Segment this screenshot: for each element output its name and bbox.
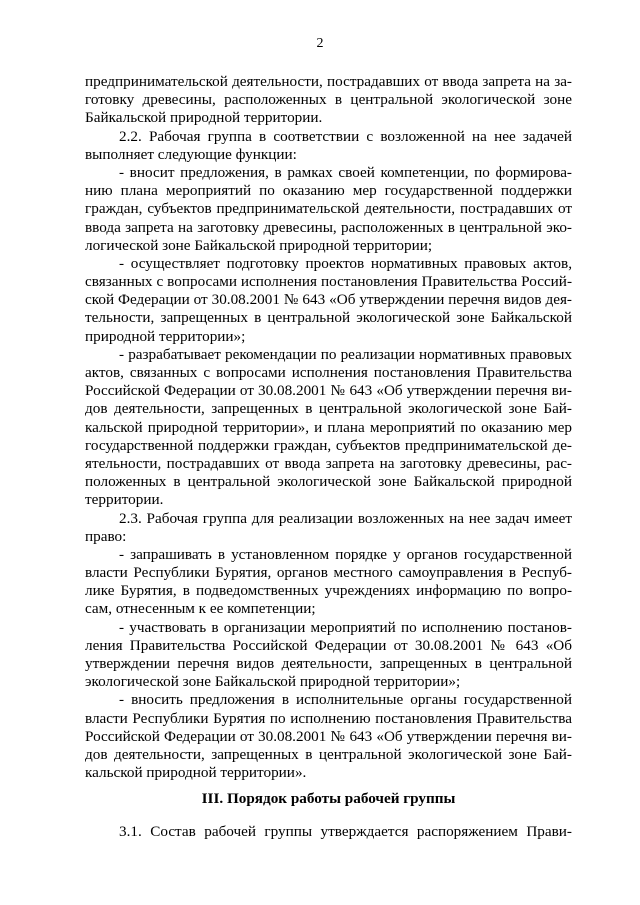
text-line: право: (85, 527, 127, 545)
document-body (85, 73, 572, 782)
final-paragraph (85, 823, 572, 841)
text-line: 2.3. Рабочая группа для реализации возложенных на нее задач имеет (119, 509, 572, 527)
text-line: кальской природной территории». (85, 764, 307, 782)
text-line: готовку древесины, расположенных в центральной экологической зоне (85, 91, 572, 109)
text-line: 3.1. Состав рабочей группы утверждается распоряжением Прави- (119, 823, 572, 840)
text-line: ввода запрета на заготовку древесины, расположенных в центральной эко- (85, 218, 572, 236)
text-line: кальской природной территории», и плана мероприятий по оказанию мер (85, 418, 572, 436)
text-line: предпринимательской деятельности, пострадавших от ввода запрета на за- (85, 73, 572, 90)
text-line: сам, отнесенным к ее компетенции; (85, 600, 316, 618)
text-line: - вносить предложения в исполнительные органы государственной (119, 691, 572, 709)
text-line: экологической зоне Байкальской природной территории»; (85, 673, 461, 691)
text-line: дов деятельности, запрещенных в центральной экологической зоне Бай- (85, 745, 572, 763)
text-line: граждан, субъектов предпринимательской деятельности, пострадавших от (85, 200, 572, 218)
text-line: связанных с вопросами исполнения постановления Правительства Россий- (85, 273, 572, 291)
text-line: лике Бурятия, в подведомственных учреждениях информацию по вопро- (85, 582, 572, 600)
text-line: нию плана мероприятий по оказанию мер государственной поддержки (85, 182, 572, 200)
section-heading: III. Порядок работы рабочей группы (201, 790, 456, 807)
text-line: - вносит предложения, в рамках своей компетенции, по формирова- (119, 163, 572, 181)
text-line: природной территории»; (85, 327, 246, 345)
text-line: 2.2. Рабочая группа в соответствии с возложенной на нее задачей (119, 127, 572, 145)
text-line: Российской Федерации от 30.08.2001 № 643 «Об утверждении перечня ви- (85, 382, 572, 400)
text-line: государственной поддержки граждан, субъектов предпринимательской де- (85, 436, 572, 454)
text-line: дов деятельности, запрещенных в центральной экологической зоне Бай- (85, 400, 572, 418)
text-line: положенных в центральной экологической зоне Байкальской природной (85, 473, 572, 491)
text-line: - осуществляет подготовку проектов нормативных правовых актов, (119, 254, 572, 272)
text-line: ления Правительства Российской Федерации от 30.08.2001 № 643 «Об (85, 636, 572, 654)
text-line: - запрашивать в установленном порядке у органов государственной (119, 545, 572, 563)
page-number: 2 (316, 36, 324, 51)
text-line: - участвовать в организации мероприятий по исполнению постанов- (119, 618, 572, 636)
text-line: территории. (85, 491, 164, 509)
text-line: утверждении перечня видов деятельности, запрещенных в центральной (85, 655, 572, 672)
text-line: ятельности, пострадавших от ввода запрета на заготовку древесины, рас- (85, 454, 572, 472)
text-line: выполняет следующие функции: (85, 145, 297, 163)
text-line: логической зоне Байкальской природной территории; (85, 236, 433, 254)
text-line: власти Республики Бурятия, органов местного самоуправления в Респуб- (85, 564, 572, 582)
text-line: - разрабатывает рекомендации по реализации нормативных правовых (119, 345, 572, 363)
text-line: Байкальской природной территории. (85, 109, 323, 127)
text-line: актов, связанных с вопросами исполнения постановления Правительства (85, 364, 572, 381)
text-line: тельности, запрещенных в центральной экологической зоне Байкальской (85, 309, 572, 327)
text-line: Российской Федерации от 30.08.2001 № 643 «Об утверждении перечня ви- (85, 727, 572, 745)
text-line: ской Федерации от 30.08.2001 № 643 «Об утверждении перечня видов дея- (85, 291, 572, 309)
text-line: власти Республики Бурятия по исполнению постановления Правительства (85, 709, 572, 727)
